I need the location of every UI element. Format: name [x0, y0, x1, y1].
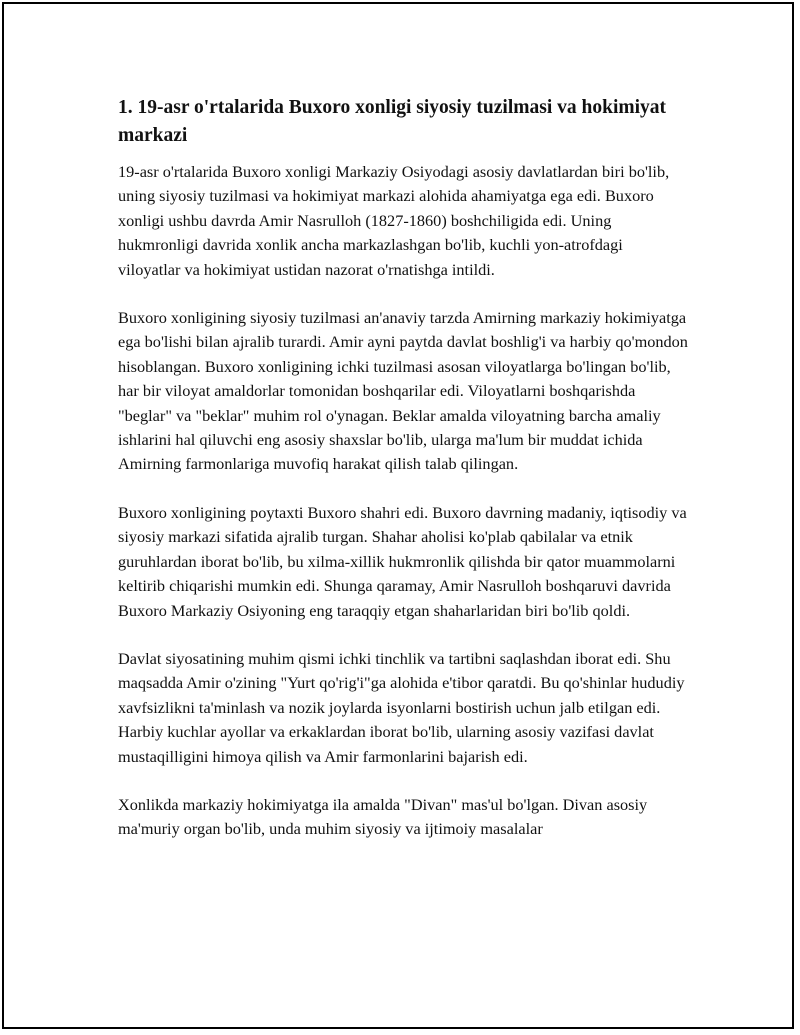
- paragraph-1: 19-asr o'rtalarida Buxoro xonligi Markaziy Osiyodagi asosiy davlatlardan biri bo'lib, uning siyosiy tuzilmasi va hokimiyat markazi alohida ahamiyatga ega edi. Buxoro xonligi ushbu davrda Amir Nasrulloh (1827-1860) boshchiligida edi. Uning hukmronligi davrida xonlik ancha markazlashgan bo'lib, kuchli yon-atrofdagi viloyatlar va hokimiyat ustidan nazorat o'rnatishga intildi.: [118, 162, 670, 279]
- paragraph-5: Xonlikda markaziy hokimiyatga ila amalda "Divan" mas'ul bo'lgan. Divan asosiy ma'muriy organ bo'lib, unda muhim siyosiy va ijtimoiy masalalar: [118, 794, 648, 839]
- paragraph-2: Buxoro xonligining siyosiy tuzilmasi an'anaviy tarzda Amirning markaziy hokimiyatga ega bo'lishi bilan ajralib turardi. Amir ayni paytda davlat boshlig'i va harbiy qo'mondon hisoblangan. Buxoro xonligining ichki tuzilmasi asosan viloyatlarga bo'lingan bo'lib, har bir viloyat amaldorlar tomonidan boshqarilar edi. Viloyatlarni boshqarishda "beglar" va "beklar" muhim rol o'ynagan. Beklar amalda viloyatning barcha amaliy ishlarini hal qiluvchi eng asosiy shaxslar bo'lib, ularga ma'lum bir muddat ichida Amirning farmonlariga muvofiq harakat qilish talab qilingan.: [118, 308, 688, 474]
- section-heading: 1. 19-asr o'rtalarida Buxoro xonligi siyosiy tuzilmasi va hokimiyat markazi: [118, 97, 667, 146]
- paragraph-3: Buxoro xonligining poytaxti Buxoro shahri edi. Buxoro davrning madaniy, iqtisodiy va siyosiy markazi sifatida ajralib turgan. Shahar aholisi ko'plab qabilalar va etnik guruhlardan iborat bo'lib, bu xilma-xillik hukmronlik qilishda bir qator muammolarni keltirib chiqarishi mumkin edi. Shunga qaramay, Amir Nasrulloh boshqaruvi davrida Buxoro Markaziy Osiyoning eng taraqqiy etgan shaharlaridan biri bo'lib qoldi.: [118, 502, 687, 620]
- paragraph-4: Davlat siyosatining muhim qismi ichki tinchlik va tartibni saqlashdan iborat edi. Shu maqsadda Amir o'zining "Yurt qo'rig'i"ga alohida e'tibor qaratdi. Bu qo'shinlar hududiy xavfsizlikni ta'minlash va nozik joylarda isyonlarni bostirish uchun jalb etilgan edi. Harbiy kuchlar ayollar va erkaklardan iborat bo'lib, ularning asosiy vazifasi davlat mustaqilligini himoya qilish va Amir farmonlarini bajarish edi.: [118, 648, 685, 766]
- document-body: [118, 94, 688, 866]
